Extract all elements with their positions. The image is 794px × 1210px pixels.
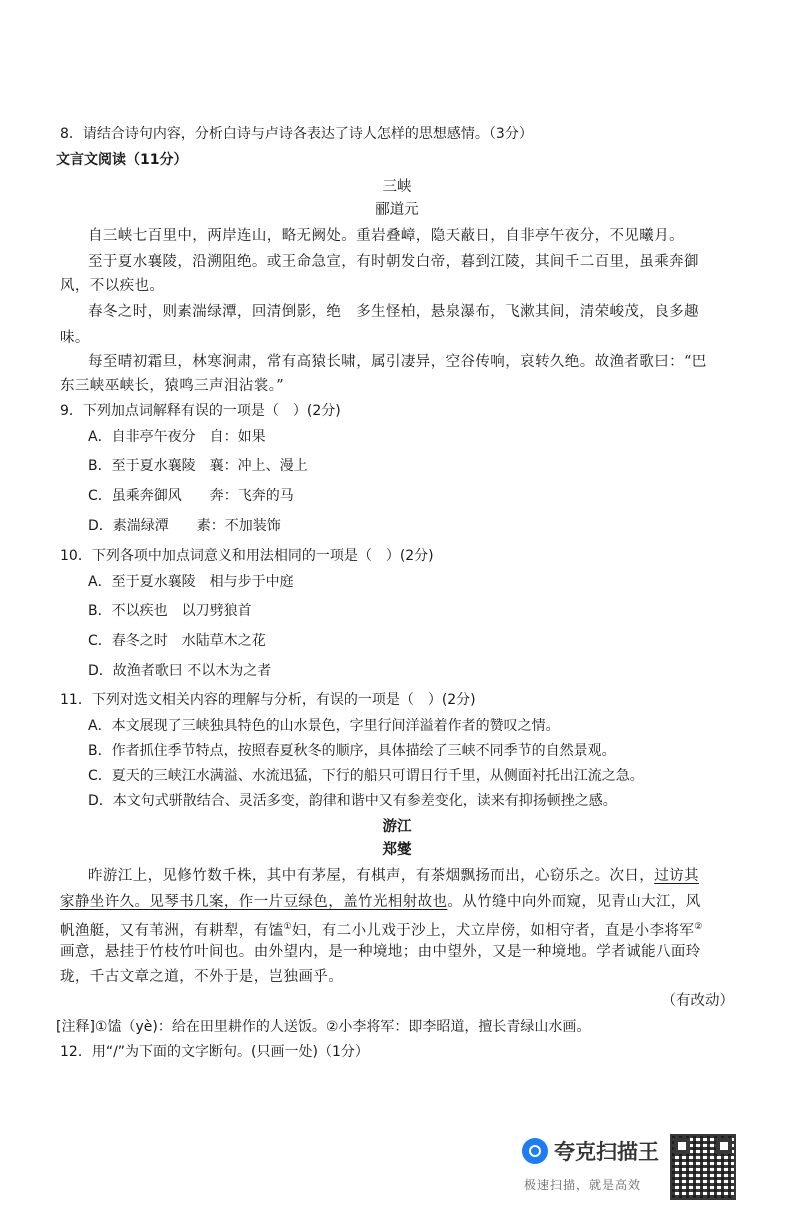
scanner-brand [522,1136,659,1166]
question-9-stem: 9．下列加点词解释有误的一项是（ ）(2分) [60,403,341,419]
annotation: [注释]①馌（yè)：给在田里耕作的人送饭。②小李将军：即李昭道，擅长青绿山水画。 [56,1019,591,1035]
underlined-sentence: 过访其 [654,868,699,884]
passage2-author: 郑燮 [382,841,412,858]
passage1-line: 每至晴初霜旦，林寒涧肃，常有高猿长啸，属引凄异，空谷传响，哀转久绝。故渔者歌曰：“巴 [88,354,707,370]
question-10-stem: 10．下列各项中加点词意义和用法相同的一项是（ ）(2分) [60,548,434,564]
passage2-line [88,866,754,886]
passage1-title: 三峡 [382,179,412,195]
passage2-line: 珑，千古文章之道，不外于是，岂独画乎。 [60,969,344,985]
question-9-option: C．虽乘奔御风 奔：飞奔的马 [88,488,294,504]
passage2-line: 画意，悬挂于竹枝竹叶间也。由外望内，是一种境地；由中望外，又是一种境地。学者诚能八面玲 [60,944,701,960]
question-9-option: A．自非亭午夜分 自：如果 [88,429,266,445]
passage2-text: 帆渔艇，又有苇洲，有耕犁，有馌 [60,922,284,939]
passage1-line: 自三峡七百里中，两岸连山，略无阙处。重岩叠嶂，隐天蔽日，自非亭午夜分，不见曦月。 [88,228,684,244]
question-11-option: A．本文展现了三峡独具特色的山水景色，字里行间洋溢着作者的赞叹之情。 [88,718,560,734]
passage2-text: 昨游江上，见修竹数千株，其中有茅屋，有棋声，有茶烟飘扬而出，心窃乐之。次日， [88,868,655,884]
question-10-option: D．故渔者歌曰 不以木为之者 [88,663,272,679]
question-11-stem: 11．下列对选文相关内容的理解与分析，有误的一项是（ ）(2分) [60,692,476,708]
question-10-option: A．至于夏水襄陵 相与步于中庭 [88,574,294,590]
brand-slogan: 极速扫描，就是高效 [524,1178,642,1192]
passage1-author: 郦道元 [375,202,419,218]
passage1-line: 至于夏水襄陵，沿溯阻绝。或王命急宣，有时朝发白帝，暮到江陵，其间千二百里，虽乘奔御 [88,254,699,270]
passage1-line: 东三峡巫峡长，猿鸣三声泪沾裳。” [60,378,285,394]
source-note: （有改动） [661,993,734,1009]
question-11-option: B．作者抓住季节特点，按照春夏秋冬的顺序，具体描绘了三峡不同季节的自然景观。 [88,743,616,759]
qr-code-icon [670,1134,736,1200]
question-12: 12．用“/”为下面的文字断句。(只画一处)（1分） [60,1044,369,1060]
question-10-option: C．春冬之时 水陆草木之花 [88,633,266,649]
passage2-title: 游江 [382,818,412,835]
section-title: 文言文阅读（11分） [56,152,188,168]
question-11-option: C．夏天的三峡江水满溢、水流迅猛，下行的船只可谓日行千里，从侧面衬托出江流之急。 [88,768,644,784]
question-11-option: D．本文句式骈散结合、灵活多变，韵律和谐中又有参差变化，读来有抑扬顿挫之感。 [88,793,617,809]
brand-name: 夸克扫描王 [554,1140,659,1164]
underlined-sentence: 家静坐许久。见琴书几案，作一片豆绿色，盖竹光相射故也 [60,894,448,910]
passage2-line [60,892,754,912]
question-9-option: B．至于夏水襄陵 襄：冲上、漫上 [88,458,308,474]
passage1-line: 味。 [60,330,90,346]
question-10-option: B．不以疾也 以刀劈狼首 [88,603,252,619]
footnote-marker: ① [283,922,292,932]
passage2-line [60,917,754,941]
passage1-line: 春冬之时，则素湍绿潭，回清倒影，绝 多生怪柏，悬泉瀑布，飞漱其间，清荣峻茂，良多趣 [88,304,699,320]
question-9-option: D．素湍绿潭 素：不加装饰 [88,518,281,534]
passage1-line: 风，不以疾也。 [60,278,165,294]
footnote-marker: ② [694,922,703,932]
quark-logo-icon [522,1138,548,1164]
passage2-text: 。从竹缝中向外而窥，见青山大江，风 [447,894,701,910]
question-8: 8．请结合诗句内容，分析白诗与卢诗各表达了诗人怎样的思想感情。（3分） [60,126,533,142]
passage2-text: 妇，有二小儿戏于沙上，犬立岸傍，如相守者，直是小李将军 [291,922,695,939]
